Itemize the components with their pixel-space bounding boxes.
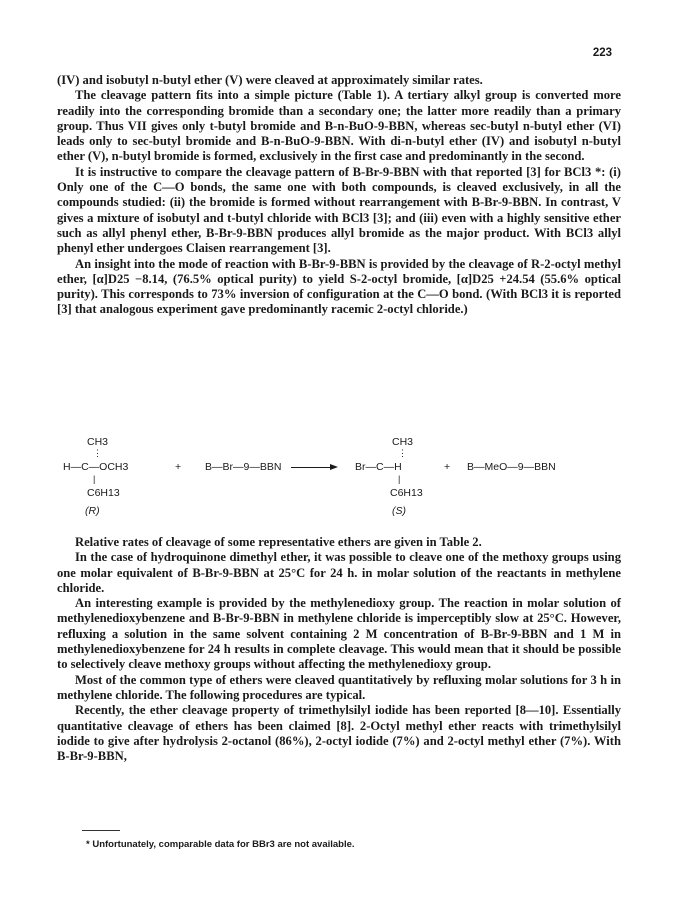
paragraph-3: It is instructive to compare the cleavage pattern of B-Br-9-BBN with that reported [3] for BCl3 *: (i) Only one of the C—O bonds, the same one with both compounds, is cleaved exclusively, in all the compounds studied: (ii) the bromide is formed without rearrangement with B-Br-9-BBN. In contrast, V gives a mixture of isobutyl and t-butyl chloride with BCl3 [3]; and (iii) even with a highly sensitive ether such as allyl phenyl ether, B-Br-9-BBN produces allyl bromide as the major product. With BCl3 allyl phenyl ether undergoes Claisen rearrangement [3]. bbox=[57, 164, 621, 256]
paragraph-2: The cleavage pattern fits into a simple picture (Table 1). A tertiary alkyl group is converted more readily into the corresponding bromide than a secondary one; the latter more readily than a primary group. Thus VII gives only t-butyl bromide and B-n-BuO-9-BBN, whereas sec-butyl n-butyl ether (VI) leads only to sec-butyl bromide and B-n-BuO-9-BBN. With di-n-butyl ether (IV) and isobutyl n-butyl ether (V), n-butyl bromide is formed, exclusively in the first case and predominantly in the second. bbox=[57, 88, 621, 164]
product-methyl: CH3 bbox=[392, 436, 414, 448]
reagent-label: B—Br—9—BBN bbox=[205, 461, 282, 473]
product-wedge-up: ⋮ bbox=[398, 448, 407, 458]
paragraph-9: Recently, the ether cleavage property of trimethylsilyl iodide has been reported [8—10]. Essentially quantitative cleavage of ethers has been claimed [8]. 2-Octyl methyl ether reacts with trimethylsilyl iodide to give after hydrolysis 2-octanol (86%), 2-octyl iodide (7%) and 2-octyl methyl ether (7%). With B-Br-9-BBN, bbox=[57, 703, 621, 764]
product-config-label: (S) bbox=[392, 505, 406, 517]
paragraph-8: Most of the common type of ethers were cleaved quantitatively by refluxing molar solutions for 3 h in methylene chloride. The following procedures are typical. bbox=[57, 672, 621, 702]
paragraph-4: An insight into the mode of reaction with B-Br-9-BBN is provided by the cleavage of R-2-octyl methyl ether, [α]D25 −8.14, (76.5% optical purity) to yield S-2-octyl bromide, [α]D25 +24.54 (55.6% optical purity). This corresponds to 73% inversion of configuration at the C—O bond. (With BCl3 it is reported [3] that analogous experiment gave predominantly racemic 2-octyl chloride.) bbox=[57, 256, 621, 317]
reactant-center: H—C—OCH3 bbox=[63, 461, 129, 473]
paragraph-7: An interesting example is provided by the methylenedioxy group. The reaction in molar solution of methylenedioxybenzene and B-Br-9-BBN in methylene chloride is imperceptibly slow at 25°C. However, refluxing a solution in the same solvent containing 2 M concentration of B-Br-9-BBN and 1 M in methylenedioxybenzene for 24 h results in complete cleavage. This would mean that it should be possible to selectively cleave methoxy groups without affecting the methylenedioxy group. bbox=[57, 596, 621, 672]
reactant-bond-down: | bbox=[93, 474, 96, 484]
reaction-arrow-shaft bbox=[291, 467, 331, 468]
product-bond-down: | bbox=[398, 474, 401, 484]
footnote: * Unfortunately, comparable data for BBr3 are not available. bbox=[86, 839, 355, 850]
reaction-scheme bbox=[57, 432, 621, 520]
byproduct-label: B—MeO—9—BBN bbox=[467, 461, 556, 473]
paragraph-6: In the case of hydroquinone dimethyl ether, it was possible to cleave one of the methoxy groups using one molar equivalent of B-Br-9-BBN at 25°C for 24 h. in molar solution of the reactants in methylene chloride. bbox=[57, 550, 621, 595]
reaction-arrow-head bbox=[330, 464, 338, 470]
body-text-lower bbox=[57, 535, 621, 764]
body-text-upper bbox=[57, 73, 621, 318]
reactant-wedge-up: ⋮ bbox=[93, 448, 102, 458]
reactant-hexyl: C6H13 bbox=[87, 487, 120, 499]
plus-sign-2: + bbox=[444, 461, 451, 473]
plus-sign: + bbox=[175, 461, 182, 473]
reactant-methyl: CH3 bbox=[87, 436, 109, 448]
paragraph-1: (IV) and isobutyl n-butyl ether (V) were cleaved at approximately similar rates. bbox=[57, 73, 483, 87]
product-center: Br—C—H bbox=[355, 461, 402, 473]
page-number: 223 bbox=[592, 47, 612, 59]
reactant-config-label: (R) bbox=[85, 505, 100, 517]
product-hexyl: C6H13 bbox=[390, 487, 423, 499]
paragraph-5: Relative rates of cleavage of some representative ethers are given in Table 2. bbox=[75, 535, 482, 549]
footnote-rule bbox=[82, 830, 120, 831]
